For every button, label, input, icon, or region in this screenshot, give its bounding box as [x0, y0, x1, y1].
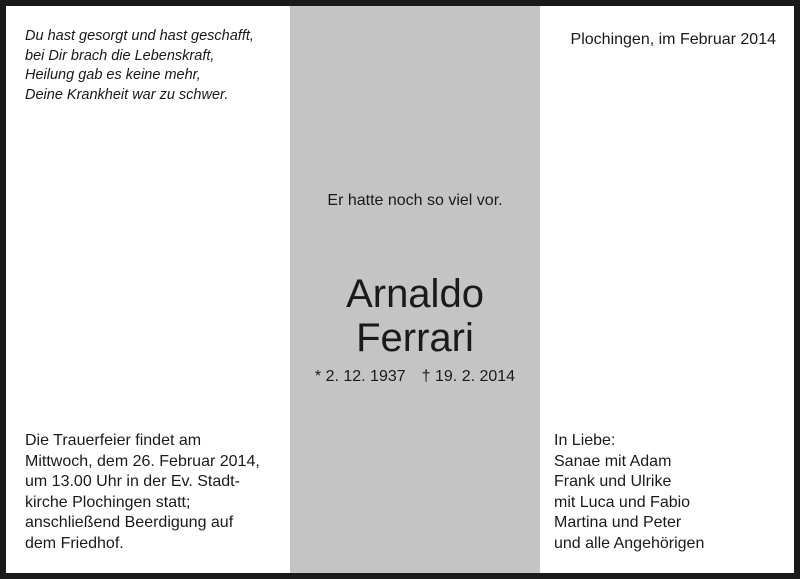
service-line: Mittwoch, dem 26. Februar 2014,	[25, 452, 260, 470]
mourners-line: mit Luca und Fabio	[554, 493, 691, 511]
mourners-line: und alle Angehörigen	[554, 534, 705, 552]
last-name: Ferrari	[356, 316, 474, 360]
death-date: † 19. 2. 2014	[421, 368, 516, 385]
service-line: um 13.00 Uhr in der Ev. Stadt-	[25, 473, 240, 490]
poem-line: Deine Krankheit war zu schwer.	[25, 86, 229, 103]
mourners-line: Martina und Peter	[554, 514, 682, 531]
mourners-line: Frank und Ulrike	[554, 473, 672, 490]
poem-line: Heilung gab es keine mehr,	[25, 67, 201, 83]
mourners-line: In Liebe:	[554, 432, 616, 449]
service-line: kirche Plochingen statt;	[25, 493, 191, 511]
place-and-date: Plochingen, im Februar 2014	[570, 31, 776, 48]
birth-date: * 2. 12. 1937	[314, 368, 406, 385]
life-dates	[290, 367, 540, 387]
poem-line: Du hast gesorgt und hast geschafft,	[25, 28, 254, 44]
service-line: anschließend Beerdigung auf	[25, 514, 234, 531]
memorial-poem	[25, 27, 254, 105]
deceased-name	[290, 272, 540, 360]
service-line: Die Trauerfeier findet am	[25, 432, 202, 449]
mourners-list	[554, 431, 704, 554]
poem-line: bei Dir brach die Lebenskraft,	[25, 47, 215, 64]
motto: Er hatte noch so viel vor.	[327, 192, 503, 209]
service-line: dem Friedhof.	[25, 534, 124, 552]
first-name: Arnaldo	[346, 272, 484, 316]
mourners-line: Sanae mit Adam	[554, 452, 672, 470]
funeral-service-info	[25, 431, 260, 554]
